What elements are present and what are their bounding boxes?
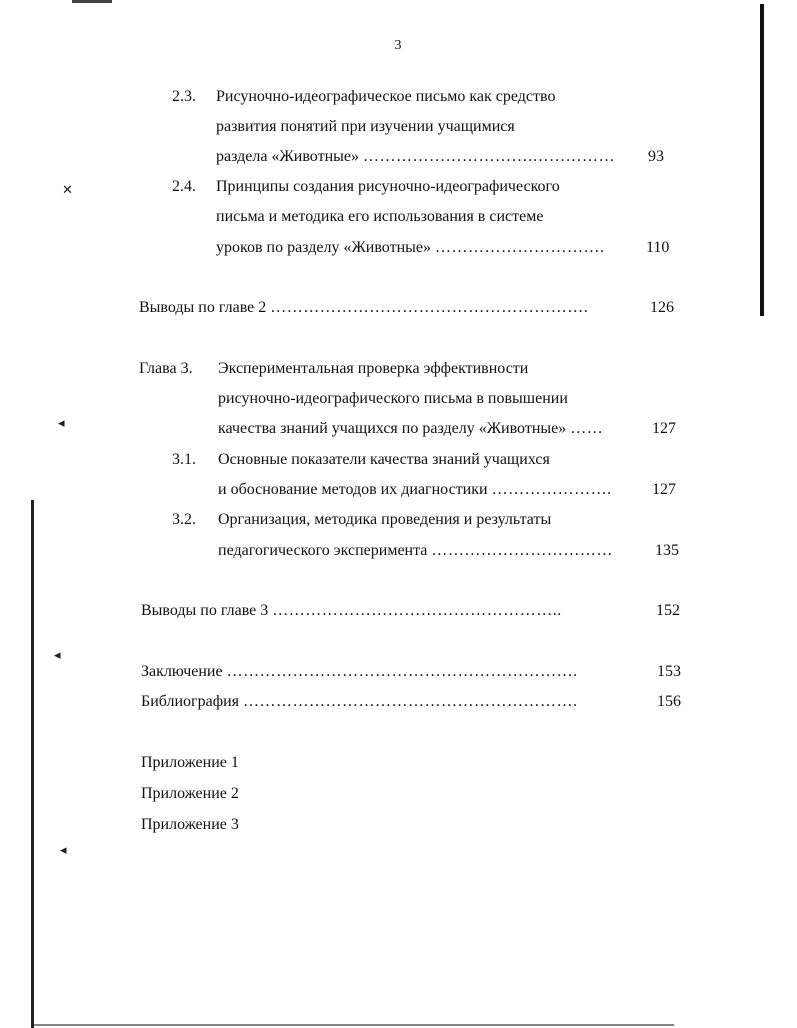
toc-appendix-3: Приложение 3 (141, 816, 239, 833)
toc-page-conclusions-3: 152 (656, 602, 680, 619)
toc-conclusions-2 (139, 298, 588, 318)
toc-page-conclusions-2: 126 (650, 299, 674, 316)
toc-page-bibliography: 156 (657, 693, 681, 710)
toc-title-3-2-line2 (218, 541, 613, 561)
toc-title-3-2-line2-text: педагогического эксперимента (218, 542, 428, 559)
toc-page-2-3: 93 (648, 148, 664, 165)
scan-speck: ◂ (54, 647, 61, 662)
toc-page-chapter-3: 127 (652, 420, 676, 437)
toc-title-2-4-line2: письма и методика его использования в системе (216, 208, 544, 225)
toc-number-3-2: 3.2. (172, 511, 196, 528)
leader-dots: …………………………… (431, 542, 613, 559)
leader-dots: …… (570, 420, 604, 437)
scan-edge-top (72, 0, 112, 3)
leader-dots: …………………………………………………. (270, 299, 589, 316)
toc-page-3-2: 135 (655, 542, 679, 559)
leader-dots: ………………………….…………… (363, 148, 615, 165)
toc-title-2-3-line3-text: раздела «Животные» (216, 148, 359, 165)
toc-title-2-4-line3-text: уроков по разделу «Животные» (216, 239, 431, 256)
leader-dots: …………………………………………….. (272, 602, 562, 619)
toc-title-2-4-line3 (216, 238, 604, 258)
toc-conclusions-3 (141, 601, 562, 621)
toc-conclusion (141, 662, 578, 682)
toc-conclusions-3-text: Выводы по главе 3 (141, 602, 269, 619)
toc-title-chapter-3-line1: Экспериментальная проверка эффективности (218, 360, 529, 377)
toc-number-2-4: 2.4. (172, 178, 196, 195)
toc-page-3-1: 127 (652, 481, 676, 498)
toc-title-3-2-line1: Организация, методика проведения и результаты (218, 511, 552, 528)
toc-title-2-3-line2: развития понятий при изучении учащимися (216, 118, 515, 135)
leader-dots: …………………. (491, 481, 612, 498)
scan-edge-left (31, 500, 34, 1028)
toc-conclusion-text: Заключение (141, 663, 223, 680)
toc-title-3-1-line2 (218, 480, 612, 500)
toc-appendix-2: Приложение 2 (141, 785, 239, 802)
toc-number-2-3: 2.3. (172, 88, 196, 105)
page-number: 3 (394, 38, 402, 53)
toc-number-3-1: 3.1. (172, 451, 196, 468)
scan-speck: ◂ (60, 842, 67, 857)
toc-appendix-1: Приложение 1 (141, 754, 239, 771)
toc-page-2-4: 110 (646, 239, 670, 256)
toc-title-2-4-line1: Принципы создания рисуночно-идеографического (216, 178, 560, 195)
leader-dots: …………………………. (434, 239, 605, 256)
toc-bibliography-text: Библиография (141, 693, 239, 710)
toc-page-conclusion: 153 (657, 663, 681, 680)
toc-title-2-3-line1: Рисуночно-идеографическое письмо как средство (216, 88, 556, 105)
scan-edge-right (760, 4, 764, 316)
scan-speck: ◂ (58, 415, 65, 430)
toc-title-3-1-line1: Основные показатели качества знаний учащихся (218, 451, 550, 468)
leader-dots: ………………………………………………………. (226, 663, 578, 680)
scan-edge-bottom (34, 1024, 674, 1026)
toc-title-chapter-3-line3-text: качества знаний учащихся по разделу «Животные» (218, 420, 567, 437)
toc-title-2-3-line3 (216, 147, 615, 167)
toc-title-3-1-line2-text: и обоснование методов их диагностики (218, 481, 488, 498)
toc-title-chapter-3-line3 (218, 419, 603, 439)
toc-title-chapter-3-line2: рисуночно-идеографического письма в повышении (218, 390, 568, 407)
leader-dots: ……………………………………………………. (243, 693, 578, 710)
scan-speck: ✕ (62, 182, 73, 197)
toc-conclusions-2-text: Выводы по главе 2 (139, 299, 267, 316)
toc-bibliography (141, 692, 578, 712)
toc-number-chapter-3: Глава 3. (139, 360, 193, 377)
